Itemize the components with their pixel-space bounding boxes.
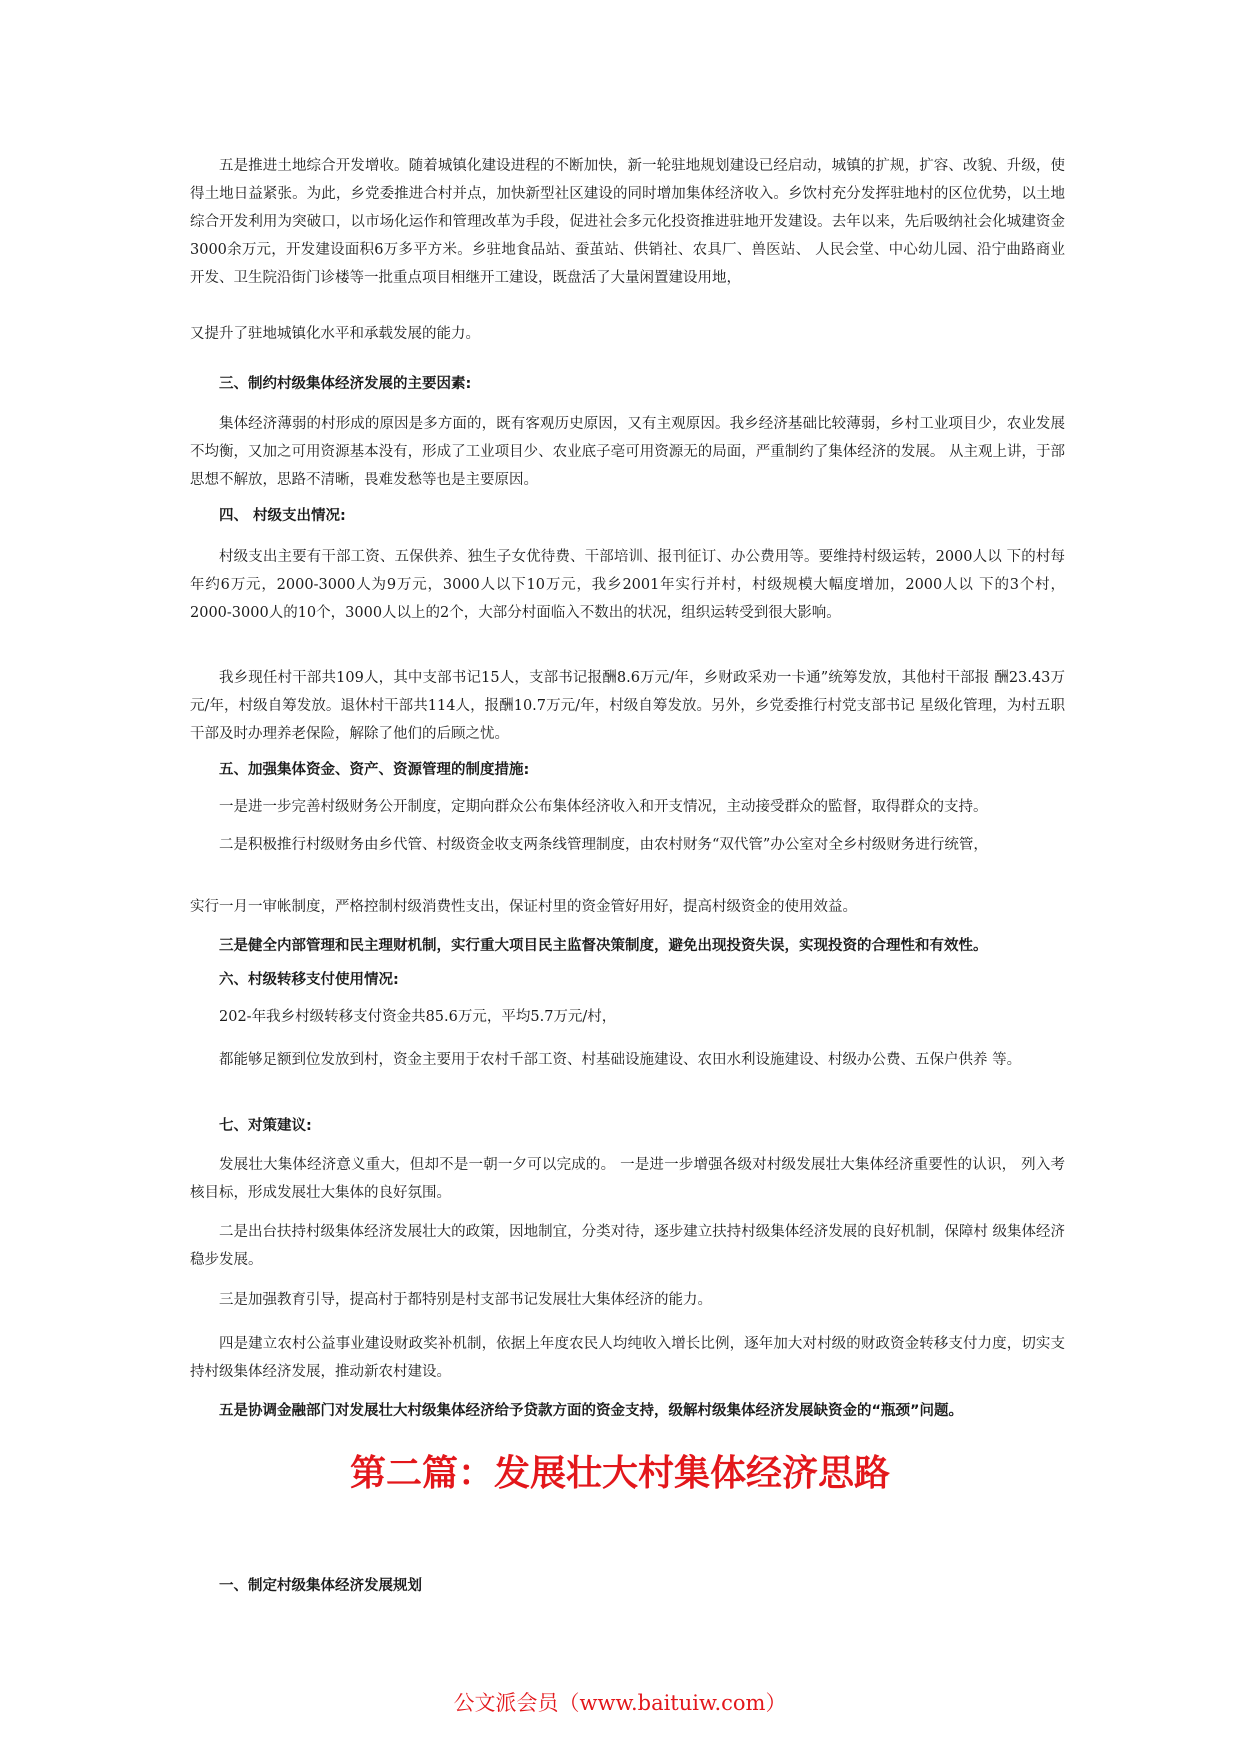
paragraph-suggestion-5: 五是协调金融部门对发展壮大村级集体经济给予贷款方面的资金支持，级解村级集体经济发展缺资金的“瓶颈”问题。 <box>219 1403 964 1419</box>
paragraph-transfer-usage: 都能够足额到位发放到村，资金主要用于农村千部工资、村基础设施建设、农田水利设施建设、村级办公费、五保户供养 等。 <box>219 1052 1022 1068</box>
paragraph-dual-management: 二是积极推行村级财务由乡代管、村级资金收支两条线管理制度，由农村财务“双代管”办公室对全乡村级财务进行统管， <box>219 837 988 853</box>
heading-section-five-mgmt: 五、加强集体资金、资产、资源管理的制度措施: <box>219 762 530 778</box>
heading-section-four: 四、 村级支出情况: <box>219 508 346 524</box>
footer-watermark: 公文派会员（www.baituiw.com） <box>453 1691 787 1715</box>
paragraph-cadre-pay: 我乡现任村干部共109人，其中支部书记15人，支部书记报酬8.6万元/年，乡财政采劝一卡通”统筹发放，其他村干部报 酬23.43万元/年，村级自筹发放。退休村干部共114人，报酬10.7万元/年，村级自筹发放。另外，乡党委推行村党支部书记 星级化管理，为村五职干部及时办理养老保险，解除了他们的后顾之忧。 <box>190 670 1065 742</box>
paragraph-suggestion-3: 三是加强教育引导，提高村于都特别是村支部书记发展壮大集体经济的能力。 <box>219 1292 712 1308</box>
paragraph-monthly-audit: 实行一月一审帐制度，严格控制村级消费性支出，保证村里的资金管好用好，提高村级资金的使用效益。 <box>190 899 857 915</box>
paragraph-finance-disclosure: 一是进一步完善村级财务公开制度，定期向群众公布集体经济收入和开支情况，主动接受群众的監督，取得群众的支持。 <box>219 799 988 815</box>
heading-part-two-one: 一、制定村级集体经济发展规划 <box>219 1578 422 1594</box>
paragraph-suggestion-4: 四是建立农村公益事业建设财政奖补机制，依据上年度农民人均纯收入增长比例，逐年加大对村级的财政资金转移支付力度，切实支持村级集体经济发展，推动新农村建设。 <box>190 1336 1065 1380</box>
paragraph-suggestion-2: 二是出台扶持村级集体经济发展壮大的政策，因地制宜，分类对待，逐步建立扶持村级集体经济发展的良好机制，保障村 级集体经济稳步发展。 <box>190 1224 1065 1268</box>
heading-section-six: 六、村级转移支付使用情况: <box>219 972 399 988</box>
paragraph-transfer-funds: 202-年我乡村级转移支付资金共85.6万元，平均5.7万元/村， <box>219 1009 617 1025</box>
part-two-title: 第二篇：发展壮大村集体经济思路 <box>349 1452 890 1494</box>
paragraph-constraints: 集体经济薄弱的村形成的原因是多方面的，既有客观历史原因，又有主观原因。我乡经济基础比较薄弱，乡村工业项目少，农业发展不均衡，又加之可用资源基本没有，形成了工业项目少、农业底子亳可用资源无的局面，严重制约了集体经济的发展。 从主观上讲，于部思想不解放，思路不清晰，畏难发愁等也是主要原因。 <box>190 416 1065 488</box>
heading-section-seven: 七、对策建议: <box>219 1118 312 1134</box>
heading-section-three: 三、制约村级集体经济发展的主要因素: <box>219 376 472 392</box>
paragraph-expenditure: 村级支出主要有干部工资、五保供养、独生子女优待费、干部培训、报刊征订、办公费用等。要维持村级运转，2000人以 下的村每年约6万元，2000-3000人为9万元，3000人以下10万元，我乡2001年实行并村，村级规模大幅度增加，2000人以 下的3个村，2000-3000人的10个，3000人以上的2个，大部分村面临入不数出的状况，组织运转受到很大影响。 <box>190 549 1065 621</box>
paragraph-land-development: 五是推进土地综合开发增收。随着城镇化建设进程的不断加快，新一轮驻地规划建设已经启动，城镇的扩规，扩容、改貌、升级，使得土地日益紧张。为此，乡党委推进合村并点，加快新型社区建设的同时增加集体经济收入。乡饮村充分发挥驻地村的区位优势，以土地综合开发利用为突破口，以市场化运作和管理改革为手段，促进社会多元化投资推进驻地开发建设。去年以来，先后吸纳社会化城建资金3000余万元，开发建设面积6万多平方米。乡驻地食品站、蚕茧站、供销社、农具厂、兽医站、 人民会堂、中心幼儿园、沿宁曲路商业开发、卫生院沿街门诊楼等一批重点项目相继开工建设，既盘活了大量闲置建设用地， <box>190 158 1065 286</box>
paragraph-democratic-finance: 三是健全内部管理和民主理财机制，实行重大项目民主监督决策制度，避免出现投资失误，实现投资的合理性和有效性。 <box>219 938 988 954</box>
paragraph-land-development-cont: 又提升了驻地城镇化水平和承载发展的能力。 <box>190 326 480 342</box>
paragraph-suggestion-1: 发展壮大集体经济意义重大，但却不是一朝一夕可以完成的。 一是进一步增强各级对村级发展壮大集体经济重要性的认识， 列入考核目标，形成发展壮大集体的良好氛围。 <box>190 1157 1065 1201</box>
